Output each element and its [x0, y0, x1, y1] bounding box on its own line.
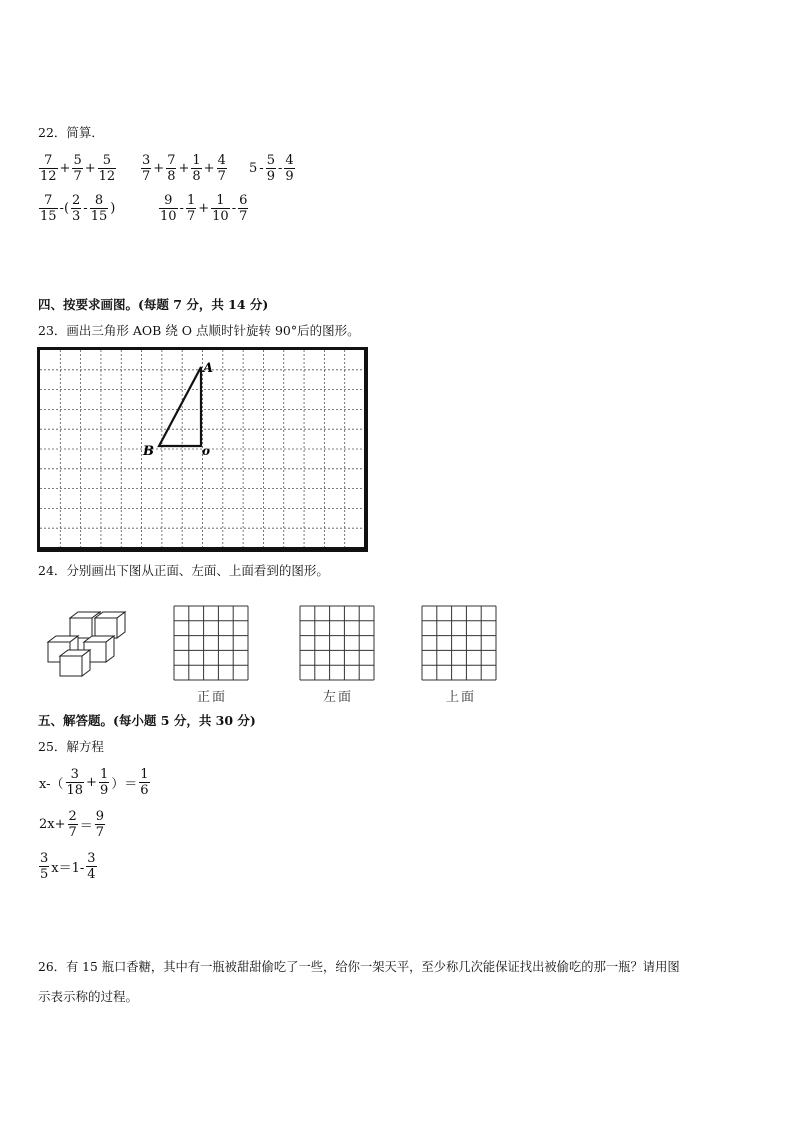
fraction: $\frac{7}{15}$: [40, 193, 57, 224]
q26-text-line-2: 示表示称的过程。: [38, 989, 139, 1004]
fraction: $\frac{2}{3}$: [72, 193, 81, 224]
fraction: $\frac{9}{7}$: [95, 809, 105, 840]
fraction: $\frac{5}{9}$: [266, 153, 275, 184]
fraction: $\frac{1}{7}$: [186, 193, 196, 224]
top-view-grid: [420, 604, 500, 682]
point-a-label: A: [203, 361, 214, 376]
fraction: $\frac{8}{15}$: [90, 193, 108, 224]
section-4-heading: 四、按要求画图。(每题 7 分，共 14 分): [38, 297, 269, 312]
fraction: $\frac{2}{7}$: [68, 809, 77, 840]
fraction: $\frac{5}{12}$: [98, 153, 116, 184]
q25-equation-1: x-（ $\frac{3}{18}$ + $\frac{1}{9}$ ）＝ $\frac{1}{6}$: [39, 767, 149, 798]
section-5-heading: 五、解答题。(每小题 5 分，共 30 分): [38, 713, 256, 728]
fraction: $\frac{9}{10}$: [160, 193, 177, 224]
left-view-grid: [298, 604, 378, 682]
point-b-label: B: [143, 444, 154, 459]
fraction: $\frac{1}{9}$: [99, 767, 109, 798]
q22-expression-1: $\frac{7}{12}$ + $\frac{5}{7}$ + $\frac{5}{12}$: [40, 153, 116, 184]
front-view-grid: [172, 604, 252, 682]
fraction: $\frac{5}{7}$: [73, 153, 82, 184]
fraction: $\frac{7}{12}$: [40, 153, 57, 184]
left-view-label: 左面: [323, 690, 354, 705]
fraction: $\frac{6}{7}$: [239, 193, 248, 224]
q24-title: 24．分别画出下图从正面、左面、上面看到的图形。: [38, 563, 329, 578]
point-o-label: o: [202, 444, 211, 458]
q22-expression-4: $\frac{7}{15}$ -( $\frac{2}{3}$ - $\frac{8}{15}$ ): [40, 193, 116, 224]
fraction: $\frac{3}{7}$: [142, 153, 151, 184]
q22-title: 22．简算．: [38, 125, 104, 140]
cube-stack-figure: [40, 610, 130, 682]
q22-expression-2: $\frac{3}{7}$ + $\frac{7}{8}$ + $\frac{1}{8}$ + $\frac{4}{7}$: [142, 153, 226, 184]
fraction: $\frac{3}{4}$: [87, 851, 96, 882]
fraction: $\frac{7}{8}$: [167, 153, 176, 184]
q26-text-line-1: 26．有 15 瓶口香糖，其中有一瓶被甜甜偷吃了一些，给你一架天平，至少称几次能保证找出被偷吃的那一瓶？请用图: [38, 960, 680, 974]
q22-expression-3: 5 - $\frac{5}{9}$ - $\frac{4}{9}$: [249, 153, 294, 184]
fraction: $\frac{4}{7}$: [217, 153, 226, 184]
rotation-grid: [37, 347, 369, 553]
q25-title: 25．解方程: [38, 739, 104, 754]
q25-equation-2: 2x+ $\frac{2}{7}$ ＝ $\frac{9}{7}$: [39, 809, 105, 840]
q22-expression-5: $\frac{9}{10}$ - $\frac{1}{7}$ + $\frac{1}{10}$ - $\frac{6}{7}$: [160, 193, 248, 224]
fraction: $\frac{1}{10}$: [212, 193, 229, 224]
top-view-label: 上面: [446, 690, 477, 705]
fraction: $\frac{1}{8}$: [192, 153, 201, 184]
q25-equation-3: $\frac{3}{5}$ x＝1- $\frac{3}{4}$: [40, 851, 96, 882]
fraction: $\frac{3}{18}$: [66, 767, 84, 798]
q23-title: 23．画出三角形 AOB 绕 O 点顺时针旋转 90°后的图形。: [38, 323, 360, 338]
fraction: $\frac{3}{5}$: [40, 851, 49, 882]
triangle-aob: [159, 367, 201, 446]
front-view-label: 正面: [197, 690, 228, 705]
fraction: $\frac{4}{9}$: [285, 153, 294, 184]
fraction: $\frac{1}{6}$: [140, 767, 149, 798]
